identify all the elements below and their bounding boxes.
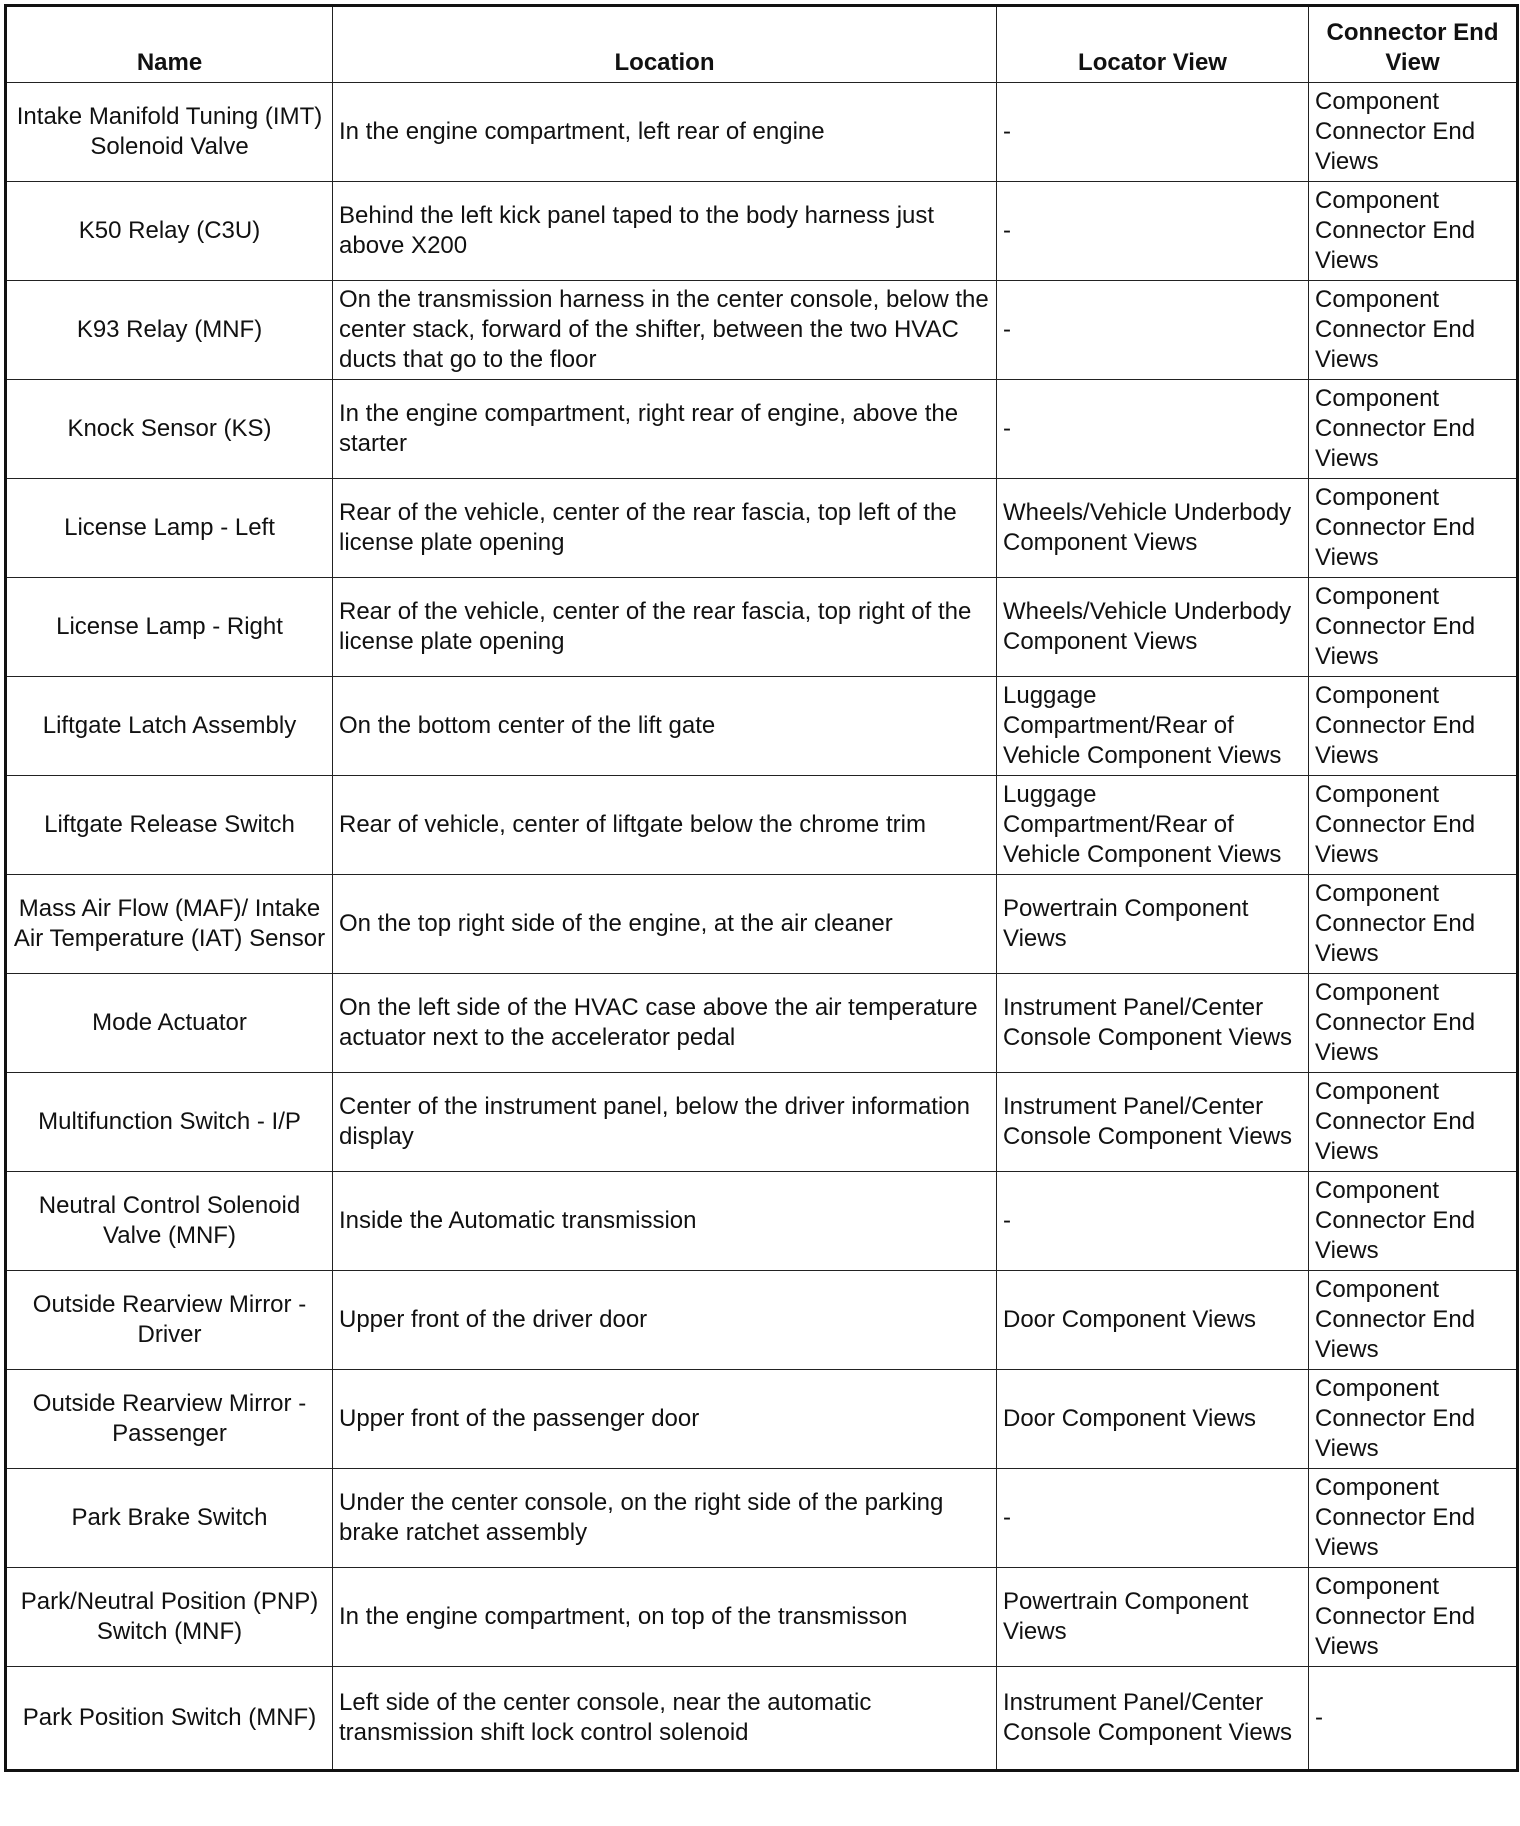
- cell-locator-view: Door Component Views: [997, 1370, 1309, 1469]
- cell-location: In the engine compartment, left rear of engine: [333, 83, 997, 182]
- cell-name: Multifunction Switch - I/P: [6, 1073, 333, 1172]
- cell-locator-view: -: [997, 182, 1309, 281]
- cell-location: On the top right side of the engine, at the air cleaner: [333, 875, 997, 974]
- cell-connector-end-view: Component Connector End Views: [1309, 875, 1518, 974]
- table-row: [6, 83, 1518, 182]
- cell-connector-end-view: Component Connector End Views: [1309, 83, 1518, 182]
- cell-location: On the bottom center of the lift gate: [333, 677, 997, 776]
- cell-name: Mass Air Flow (MAF)/ Intake Air Temperature (IAT) Sensor: [6, 875, 333, 974]
- table-row: [6, 182, 1518, 281]
- cell-locator-view: Wheels/Vehicle Underbody Component Views: [997, 479, 1309, 578]
- cell-locator-view: Powertrain Component Views: [997, 875, 1309, 974]
- table-row: [6, 1271, 1518, 1370]
- cell-name: Park Brake Switch: [6, 1469, 333, 1568]
- cell-name: K50 Relay (C3U): [6, 182, 333, 281]
- table-row: [6, 974, 1518, 1073]
- cell-connector-end-view: Component Connector End Views: [1309, 281, 1518, 380]
- cell-connector-end-view: Component Connector End Views: [1309, 1172, 1518, 1271]
- cell-connector-end-view: Component Connector End Views: [1309, 1469, 1518, 1568]
- cell-location: In the engine compartment, right rear of engine, above the starter: [333, 380, 997, 479]
- cell-connector-end-view: Component Connector End Views: [1309, 479, 1518, 578]
- cell-location: On the transmission harness in the center console, below the center stack, forward of the shifter, between the two HVAC ducts that go to the floor: [333, 281, 997, 380]
- table-row: [6, 677, 1518, 776]
- cell-name: Mode Actuator: [6, 974, 333, 1073]
- cell-connector-end-view: Component Connector End Views: [1309, 1370, 1518, 1469]
- table-row: [6, 1073, 1518, 1172]
- cell-locator-view: Luggage Compartment/Rear of Vehicle Component Views: [997, 776, 1309, 875]
- cell-name: Liftgate Latch Assembly: [6, 677, 333, 776]
- cell-location: Rear of the vehicle, center of the rear fascia, top left of the license plate opening: [333, 479, 997, 578]
- header-locator-view: Locator View: [997, 6, 1309, 83]
- cell-name: K93 Relay (MNF): [6, 281, 333, 380]
- cell-connector-end-view: Component Connector End Views: [1309, 182, 1518, 281]
- header-row: [6, 6, 1518, 83]
- cell-location: Rear of vehicle, center of liftgate below the chrome trim: [333, 776, 997, 875]
- component-locator-table: [4, 4, 1519, 1772]
- cell-locator-view: Instrument Panel/Center Console Component Views: [997, 974, 1309, 1073]
- cell-name: Park Position Switch (MNF): [6, 1667, 333, 1771]
- cell-location: Upper front of the passenger door: [333, 1370, 997, 1469]
- table-row: [6, 1667, 1518, 1771]
- cell-connector-end-view: Component Connector End Views: [1309, 380, 1518, 479]
- table-row: [6, 1469, 1518, 1568]
- table-row: [6, 479, 1518, 578]
- cell-location: Behind the left kick panel taped to the body harness just above X200: [333, 182, 997, 281]
- table-row: [6, 281, 1518, 380]
- cell-location: Left side of the center console, near the automatic transmission shift lock control solenoid: [333, 1667, 997, 1771]
- cell-connector-end-view: -: [1309, 1667, 1518, 1771]
- cell-connector-end-view: Component Connector End Views: [1309, 1073, 1518, 1172]
- cell-name: Liftgate Release Switch: [6, 776, 333, 875]
- cell-location: Center of the instrument panel, below the driver information display: [333, 1073, 997, 1172]
- cell-name: Outside Rearview Mirror - Passenger: [6, 1370, 333, 1469]
- header-connector-end-view: Connector End View: [1309, 6, 1518, 83]
- table-row: [6, 1172, 1518, 1271]
- cell-connector-end-view: Component Connector End Views: [1309, 578, 1518, 677]
- cell-connector-end-view: Component Connector End Views: [1309, 1271, 1518, 1370]
- cell-location: Inside the Automatic transmission: [333, 1172, 997, 1271]
- cell-locator-view: Instrument Panel/Center Console Component Views: [997, 1667, 1309, 1771]
- cell-name: Park/Neutral Position (PNP) Switch (MNF): [6, 1568, 333, 1667]
- cell-name: Neutral Control Solenoid Valve (MNF): [6, 1172, 333, 1271]
- cell-location: Rear of the vehicle, center of the rear fascia, top right of the license plate opening: [333, 578, 997, 677]
- cell-locator-view: Instrument Panel/Center Console Component Views: [997, 1073, 1309, 1172]
- cell-connector-end-view: Component Connector End Views: [1309, 776, 1518, 875]
- cell-location: Under the center console, on the right side of the parking brake ratchet assembly: [333, 1469, 997, 1568]
- cell-locator-view: -: [997, 1172, 1309, 1271]
- cell-name: Knock Sensor (KS): [6, 380, 333, 479]
- cell-location: On the left side of the HVAC case above the air temperature actuator next to the accelerator pedal: [333, 974, 997, 1073]
- cell-locator-view: -: [997, 1469, 1309, 1568]
- cell-location: In the engine compartment, on top of the transmisson: [333, 1568, 997, 1667]
- header-name: Name: [6, 6, 333, 83]
- cell-locator-view: Powertrain Component Views: [997, 1568, 1309, 1667]
- table-row: [6, 1370, 1518, 1469]
- header-location: Location: [333, 6, 997, 83]
- table-row: [6, 1568, 1518, 1667]
- cell-locator-view: Luggage Compartment/Rear of Vehicle Component Views: [997, 677, 1309, 776]
- cell-locator-view: Wheels/Vehicle Underbody Component Views: [997, 578, 1309, 677]
- cell-name: Intake Manifold Tuning (IMT) Solenoid Valve: [6, 83, 333, 182]
- cell-locator-view: Door Component Views: [997, 1271, 1309, 1370]
- cell-locator-view: -: [997, 281, 1309, 380]
- cell-connector-end-view: Component Connector End Views: [1309, 1568, 1518, 1667]
- cell-connector-end-view: Component Connector End Views: [1309, 974, 1518, 1073]
- cell-location: Upper front of the driver door: [333, 1271, 997, 1370]
- table-row: [6, 380, 1518, 479]
- cell-name: License Lamp - Right: [6, 578, 333, 677]
- cell-connector-end-view: Component Connector End Views: [1309, 677, 1518, 776]
- cell-locator-view: -: [997, 380, 1309, 479]
- table-row: [6, 578, 1518, 677]
- cell-locator-view: -: [997, 83, 1309, 182]
- cell-name: License Lamp - Left: [6, 479, 333, 578]
- component-locator-table-wrapper: [4, 4, 1519, 1772]
- cell-name: Outside Rearview Mirror - Driver: [6, 1271, 333, 1370]
- table-row: [6, 875, 1518, 974]
- table-row: [6, 776, 1518, 875]
